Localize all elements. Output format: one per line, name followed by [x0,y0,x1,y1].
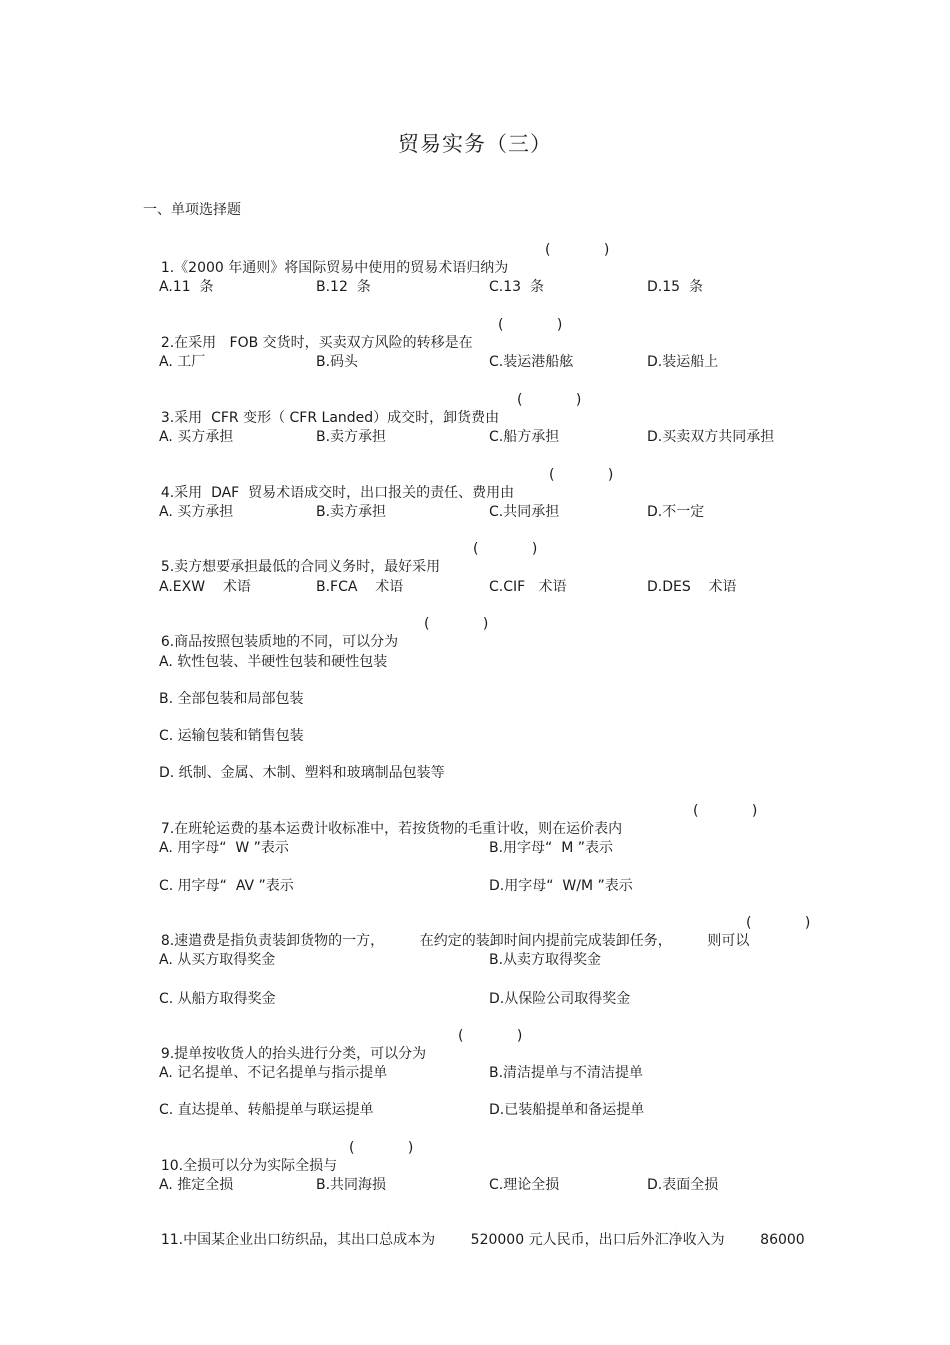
answer-blank: ( ) [424,616,489,632]
option-d: D.从保险公司取得奖金 [489,991,631,1007]
answer-blank: ( ) [693,803,758,819]
answer-blank: ( ) [545,242,610,258]
option-b: B.12 条 [316,279,371,295]
question-stem: 3.采用 CFR 变形（ CFR Landed）成交时，卸货费由 [160,410,500,426]
page-title: 贸易实务（三） [398,132,552,156]
option-a: A.EXW 术语 [159,579,251,595]
answer-blank: ( ) [349,1140,414,1156]
option-b: B.卖方承担 [316,504,387,520]
option-c: C. 用字母“ AV ”表示 [159,878,294,894]
option-c: C.13 条 [489,279,544,295]
question-stem: 6.商品按照包装质地的不同，可以分为 [160,634,399,650]
question-stem: 2.在采用 FOB 交货时，买卖双方风险的转移是在 [160,335,473,351]
option-a: A. 推定全损 [159,1177,234,1193]
option-d: D.不一定 [647,504,705,520]
option-d: D.15 条 [647,279,703,295]
answer-blank: ( ) [517,392,582,408]
option-a: A. 用字母“ W ”表示 [159,840,289,856]
answer-blank: ( ) [473,541,538,557]
question-stem: 9.提单按收货人的抬头进行分类，可以分为 [160,1046,427,1062]
option-b: B.码头 [316,354,359,370]
answer-blank: ( ) [498,317,563,333]
option-d: D. 纸制、金属、木制、塑料和玻璃制品包装等 [159,765,445,781]
answer-blank: ( ) [549,467,614,483]
answer-blank: ( ) [458,1028,523,1044]
option-d: D.用字母“ W/M ”表示 [489,878,633,894]
question-stem: 8.速遣费是指负责装卸货物的一方， 在约定的装卸时间内提前完成装卸任务， 则可以 [160,933,750,949]
question-stem: 10.全损可以分为实际全损与 [160,1158,338,1174]
option-a: A.11 条 [159,279,214,295]
option-a: A. 买方承担 [159,429,234,445]
option-c: C. 直达提单、转船提单与联运提单 [159,1102,374,1118]
option-c: C.CIF 术语 [489,579,567,595]
option-b: B.FCA 术语 [316,579,404,595]
question-stem: 7.在班轮运费的基本运费计收标准中，若按货物的毛重计收，则在运价表内 [160,821,623,837]
question-stem: 5.卖方想要承担最低的合同义务时，最好采用 [160,559,441,575]
question-stem: 11.中国某企业出口纺织品，其出口总成本为 520000 元人民币，出口后外汇净收入为 86000 [160,1232,805,1248]
option-a: A. 从买方取得奖金 [159,952,276,968]
question-stem: 1.《2000 年通则》将国际贸易中使用的贸易术语归纳为 [160,260,509,276]
option-c: C.共同承担 [489,504,560,520]
option-d: D.表面全损 [647,1177,719,1193]
option-c: C.装运港船舷 [489,354,574,370]
option-b: B.用字母“ M ”表示 [489,840,613,856]
option-a: A. 软性包装、半硬性包装和硬性包装 [159,654,388,670]
option-b: B. 全部包装和局部包装 [159,691,304,707]
option-c: C. 运输包装和销售包装 [159,728,304,744]
option-a: A. 买方承担 [159,504,234,520]
option-d: D.装运船上 [647,354,719,370]
option-b: B.从卖方取得奖金 [489,952,602,968]
option-b: B.共同海损 [316,1177,387,1193]
option-c: C.船方承担 [489,429,560,445]
option-c: C. 从船方取得奖金 [159,991,276,1007]
question-stem: 4.采用 DAF 贸易术语成交时，出口报关的责任、费用由 [160,485,515,501]
option-d: D.已装船提单和备运提单 [489,1102,645,1118]
option-d: D.买卖双方共同承担 [647,429,775,445]
option-a: A. 记名提单、不记名提单与指示提单 [159,1065,388,1081]
option-a: A. 工厂 [159,354,206,370]
option-c: C.理论全损 [489,1177,560,1193]
option-b: B.卖方承担 [316,429,387,445]
question-11 [143,1213,805,1267]
option-b: B.清洁提单与不清洁提单 [489,1065,644,1081]
option-d: D.DES 术语 [647,579,737,595]
answer-blank: ( ) [746,915,811,931]
section-heading: 一、单项选择题 [143,202,241,218]
